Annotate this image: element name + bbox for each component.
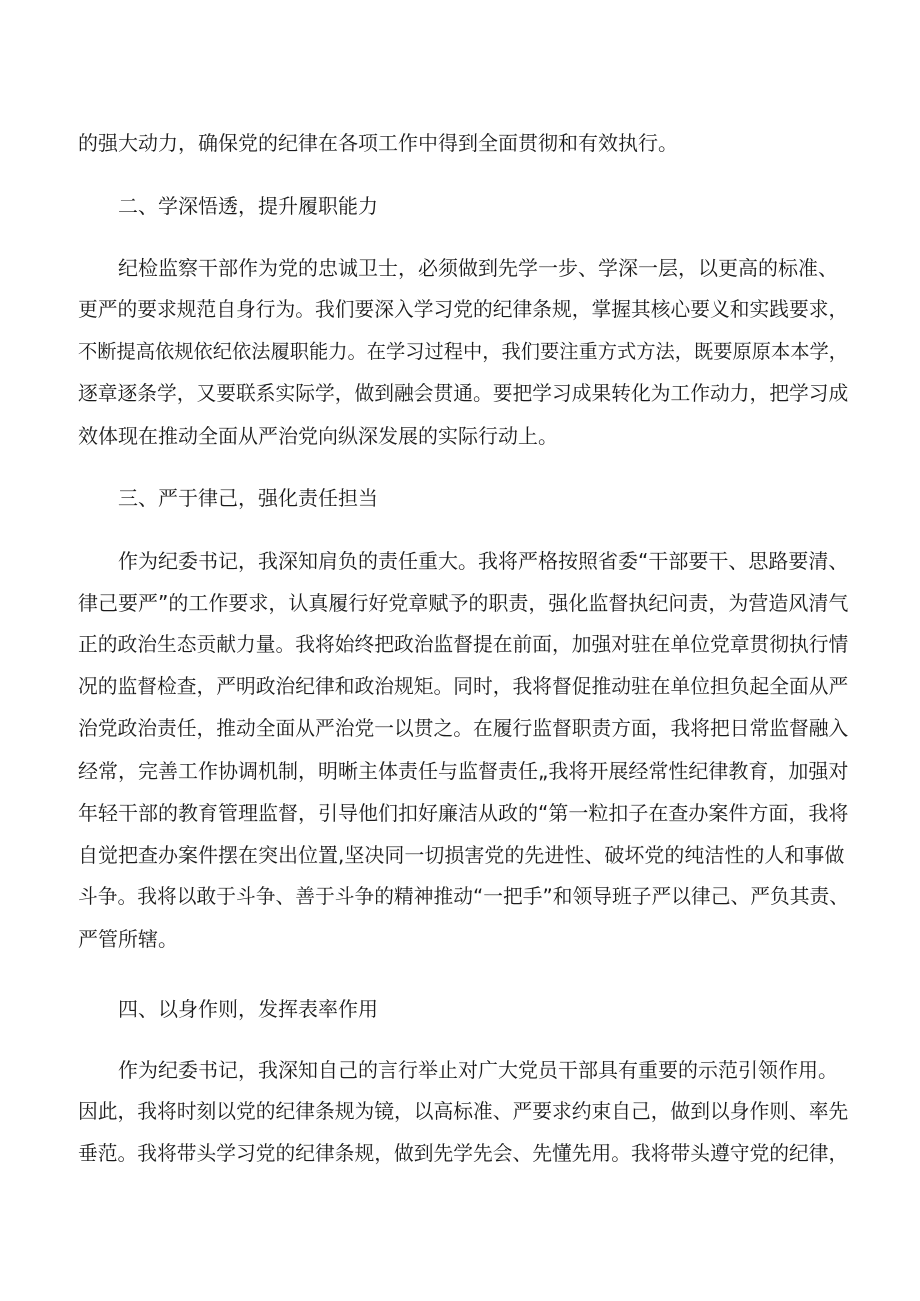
paragraph-line: 斗争。我将以敢于斗争、善于斗争的精神推动“一把手”和领导班子严以律己、严负其责、 <box>78 885 849 908</box>
paragraph-line: 自觉把查办案件摆在突出位置,坚决同一切损害党的先进性、破坏党的纯洁性的人和事做 <box>78 843 845 867</box>
paragraph-line: 况的监督检查，严明政治纪律和政治规矩。同时，我将督促推动驻在单位担负起全面从严 <box>78 675 849 698</box>
paragraph-line: 纪检监察干部作为党的忠诚卫士，必须做到先学一步、学深一层，以更高的标准、 <box>118 256 838 280</box>
paragraph-line: 逐章逐条学，又要联系实际学，做到融会贯通。要把学习成果转化为工作动力，把学习成 <box>78 382 849 405</box>
section-heading-2: 二、学深悟透，提升履职能力 <box>118 194 378 218</box>
paragraph-line: 严管所辖。 <box>78 927 178 951</box>
paragraph-line: 垂范。我将带头学习党的纪律条规，做到先学先会、先懂先用。我将带头遵守党的纪律， <box>78 1142 849 1165</box>
paragraph-line: 年轻干部的教育管理监督，引导他们扣好廉洁从政的“第一粒扣子在查办案件方面，我将 <box>78 801 849 825</box>
paragraph-line: 作为纪委书记，我深知肩负的责任重大。我将严格按照省委“干部要干、思路要清、 <box>118 549 849 573</box>
paragraph-line: 律己要严”的工作要求，认真履行好党章赋予的职责，强化监督执纪问责，为营造风清气 <box>78 591 849 615</box>
paragraph-line: 效体现在推动全面从严治党向纵深发展的实际行动上。 <box>78 424 558 448</box>
paragraph-line: 的强大动力，确保党的纪律在各项工作中得到全面贯彻和有效执行。 <box>78 131 678 155</box>
section-heading-3: 三、严于律己，强化责任担当 <box>118 486 378 510</box>
paragraph-line: 经常，完善工作协调机制，明晰主体责任与监督责任„我将开展经常性纪律教育，加强对 <box>78 759 849 783</box>
paragraph-line: 正的政治生态贡献力量。我将始终把政治监督提在前面，加强对驻在单位党章贯彻执行情 <box>78 633 849 656</box>
paragraph-line: 不断提高依规依纪依法履职能力。在学习过程中，我们要注重方式方法，既要原原本本学， <box>78 340 848 363</box>
paragraph-line: 治党政治责任，推动全面从严治党一以贯之。在履行监督职责方面，我将把日常监督融入 <box>78 717 849 740</box>
paragraph-line: 因此，我将时刻以党的纪律条规为镜，以高标准、严要求约束自己，做到以身作则、率先 <box>78 1100 849 1123</box>
paragraph-line: 作为纪委书记，我深知自己的言行举止对广大党员干部具有重要的示范引领作用。 <box>118 1058 838 1082</box>
section-heading-4: 四、以身作则，发挥表率作用 <box>118 997 378 1021</box>
paragraph-line: 更严的要求规范自身行为。我们要深入学习党的纪律条规，掌握其核心要义和实践要求， <box>78 298 849 321</box>
